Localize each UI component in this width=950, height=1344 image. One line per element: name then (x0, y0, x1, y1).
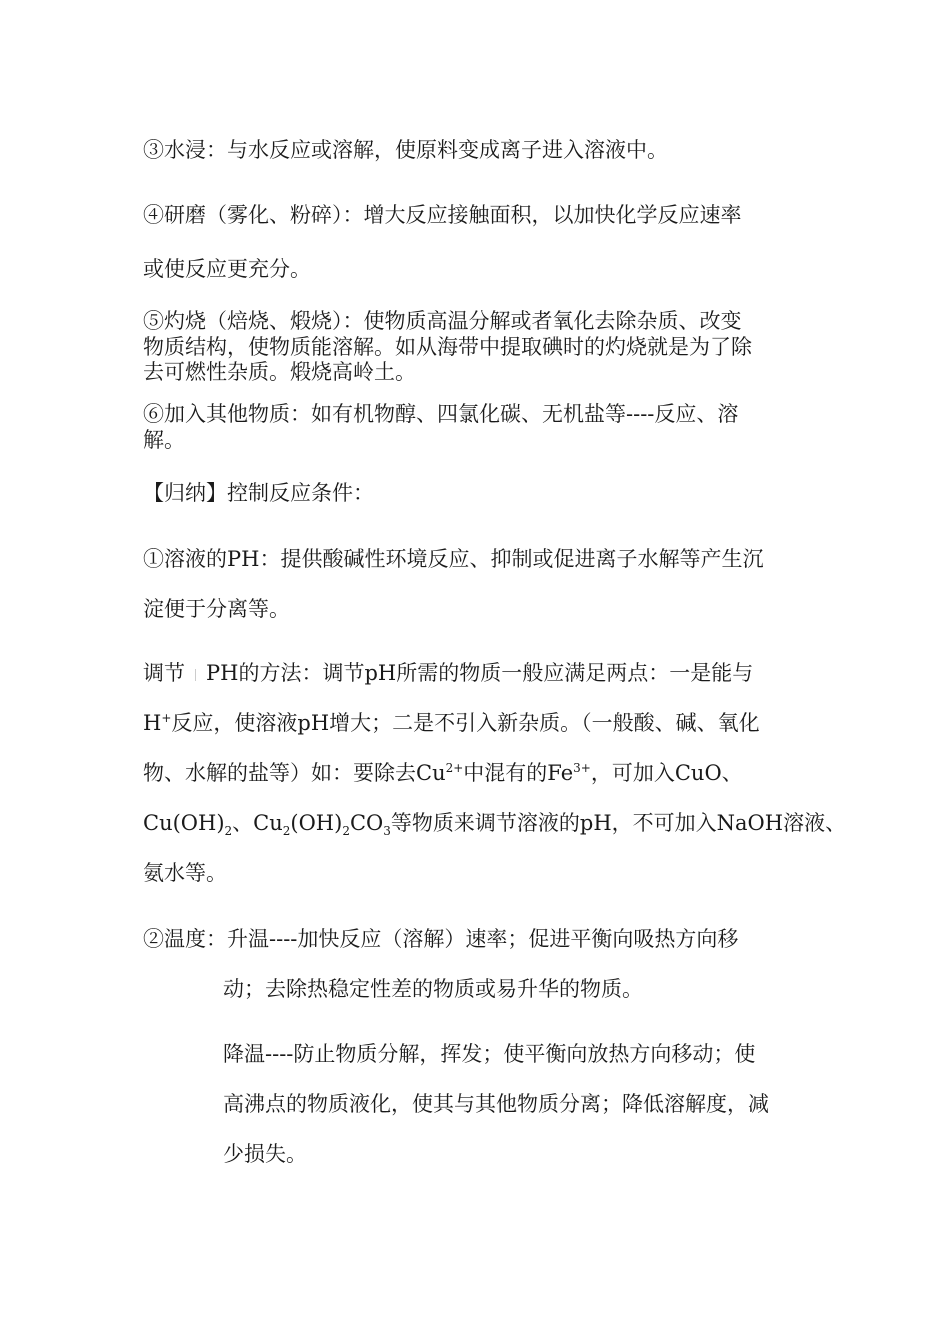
subscript: 2 (342, 824, 350, 839)
paragraph-ph-line1: ①溶液的PH：提供酸碱性环境反应、抑制或促进离子水解等产生沉 (143, 547, 764, 571)
text-segment: 反应，使溶液pH增大；二是不引入新杂质。（一般酸、碱、氧化 (171, 711, 760, 735)
gap-marker (195, 669, 196, 681)
paragraph-ph-line2: 淀便于分离等。 (143, 597, 290, 621)
paragraph-cooling-line2: 高沸点的物质液化，使其与其他物质分离；降低溶解度，减 (223, 1092, 769, 1116)
text-segment: Cu(OH) (143, 811, 225, 835)
text-segment: 物、水解的盐等）如：要除去Cu (143, 761, 446, 785)
text-segment: CO (349, 811, 384, 835)
paragraph-ph-method-line3 (143, 763, 743, 784)
paragraph-other-substances-line1: ⑥加入其他物质：如有机物醇、四氯化碳、无机盐等----反应、溶 (143, 402, 739, 426)
superscript: 3+ (573, 761, 591, 775)
paragraph-other-substances-line2: 解。 (143, 428, 185, 452)
paragraph-roasting-line3: 去可燃性杂质。煅烧高岭土。 (143, 360, 416, 384)
text-segment: H (143, 711, 162, 735)
superscript: 2+ (445, 761, 464, 775)
paragraph-ph-method-line1 (143, 663, 753, 684)
paragraph-temperature-line2: 动；去除热稳定性差的物质或易升华的物质。 (223, 977, 643, 1001)
paragraph-ph-method-line4 (143, 811, 847, 839)
ph-method-prefix: 调节 (143, 661, 185, 685)
text-segment: (OH) (290, 811, 343, 835)
ph-method-text: PH的方法：调节pH所需的物质一般应满足两点：一是能与 (206, 661, 754, 685)
subscript: 2 (282, 824, 291, 839)
paragraph-roasting-line2: 物质结构，使物质能溶解。如从海带中提取碘时的灼烧就是为了除 (143, 335, 752, 359)
text-segment: 、Cu (232, 811, 283, 835)
text-segment: 等物质来调节溶液的pH，不可加入NaOH溶液、 (390, 811, 847, 835)
paragraph-cooling-line1: 降温----防止物质分解，挥发；使平衡向放热方向移动；使 (223, 1042, 756, 1066)
paragraph-water-leaching: ③水浸：与水反应或溶解，使原料变成离子进入溶液中。 (143, 138, 668, 162)
text-segment: 中混有的Fe (463, 761, 574, 785)
paragraph-roasting-line1: ⑤灼烧（焙烧、煅烧）：使物质高温分解或者氧化去除杂质、改变 (143, 309, 742, 333)
paragraph-ph-method-line2 (143, 713, 760, 734)
paragraph-cooling-line3: 少损失。 (223, 1142, 307, 1166)
subscript: 3 (383, 824, 391, 839)
paragraph-grinding-line2: 或使反应更充分。 (143, 257, 311, 281)
paragraph-ph-method-line5: 氨水等。 (143, 861, 227, 885)
paragraph-grinding-line1: ④研磨（雾化、粉碎）：增大反应接触面积，以加快化学反应速率 (143, 203, 742, 227)
section-heading-summary: 【归纳】控制反应条件： (143, 481, 374, 505)
superscript: + (161, 711, 172, 725)
paragraph-temperature-line1: ②温度：升温----加快反应（溶解）速率；促进平衡向吸热方向移 (143, 927, 739, 951)
text-segment: ，可加入CuO、 (590, 761, 743, 785)
subscript: 2 (224, 824, 233, 839)
